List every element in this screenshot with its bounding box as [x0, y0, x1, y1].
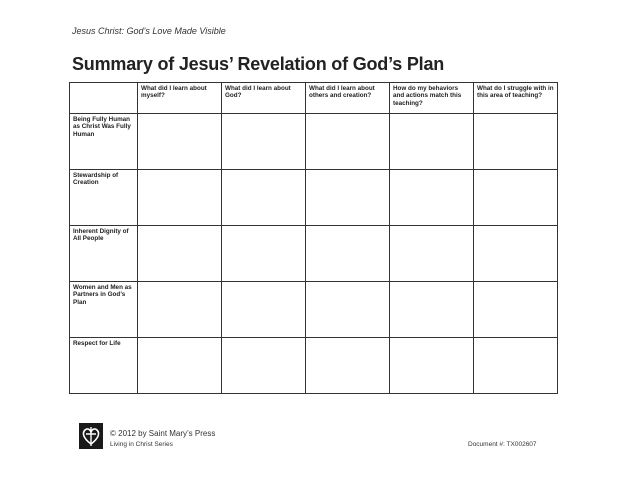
summary-table: [69, 82, 558, 394]
row-label: Respect for Life: [70, 338, 138, 394]
answer-cell[interactable]: [138, 170, 222, 226]
row-label: Being Fully Human as Christ Was Fully Human: [70, 114, 138, 170]
table-header-row: [70, 83, 558, 114]
row-label: Women and Men as Partners in God’s Plan: [70, 282, 138, 338]
saint-marys-press-logo-icon: [79, 423, 103, 449]
document-number: Document #: TX002607: [468, 441, 537, 448]
answer-cell[interactable]: [390, 114, 474, 170]
row-label: Stewardship of Creation: [70, 170, 138, 226]
table-row: [70, 338, 558, 394]
answer-cell[interactable]: [474, 170, 558, 226]
answer-cell[interactable]: [222, 282, 306, 338]
answer-cell[interactable]: [222, 226, 306, 282]
answer-cell[interactable]: [474, 282, 558, 338]
answer-cell[interactable]: [390, 226, 474, 282]
answer-cell[interactable]: [474, 226, 558, 282]
answer-cell[interactable]: [138, 226, 222, 282]
answer-cell[interactable]: [138, 114, 222, 170]
series-name: Living in Christ Series: [110, 441, 173, 448]
answer-cell[interactable]: [222, 338, 306, 394]
answer-cell[interactable]: [222, 114, 306, 170]
header-cell-behaviors: How do my behaviors and actions match this teaching?: [390, 83, 474, 114]
answer-cell[interactable]: [138, 282, 222, 338]
answer-cell[interactable]: [390, 338, 474, 394]
header-cell-god: What did I learn about God?: [222, 83, 306, 114]
page-title: Summary of Jesus’ Revelation of God’s Plan: [72, 54, 445, 74]
answer-cell[interactable]: [474, 338, 558, 394]
header-cell-struggle: What do I struggle with in this area of teaching?: [474, 83, 558, 114]
table-row: [70, 282, 558, 338]
copyright-text: © 2012 by Saint Mary’s Press: [110, 429, 216, 438]
answer-cell[interactable]: [390, 282, 474, 338]
table-row: [70, 114, 558, 170]
answer-cell[interactable]: [306, 226, 390, 282]
answer-cell[interactable]: [222, 170, 306, 226]
header-cell-blank: [70, 83, 138, 114]
table-row: [70, 226, 558, 282]
answer-cell[interactable]: [306, 170, 390, 226]
answer-cell[interactable]: [306, 282, 390, 338]
answer-cell[interactable]: [306, 338, 390, 394]
series-title: Jesus Christ: God’s Love Made Visible: [72, 26, 226, 36]
answer-cell[interactable]: [390, 170, 474, 226]
header-cell-others: What did I learn about others and creation?: [306, 83, 390, 114]
answer-cell[interactable]: [138, 338, 222, 394]
answer-cell[interactable]: [306, 114, 390, 170]
table-row: [70, 170, 558, 226]
header-cell-myself: What did I learn about myself?: [138, 83, 222, 114]
row-label: Inherent Dignity of All People: [70, 226, 138, 282]
answer-cell[interactable]: [474, 114, 558, 170]
